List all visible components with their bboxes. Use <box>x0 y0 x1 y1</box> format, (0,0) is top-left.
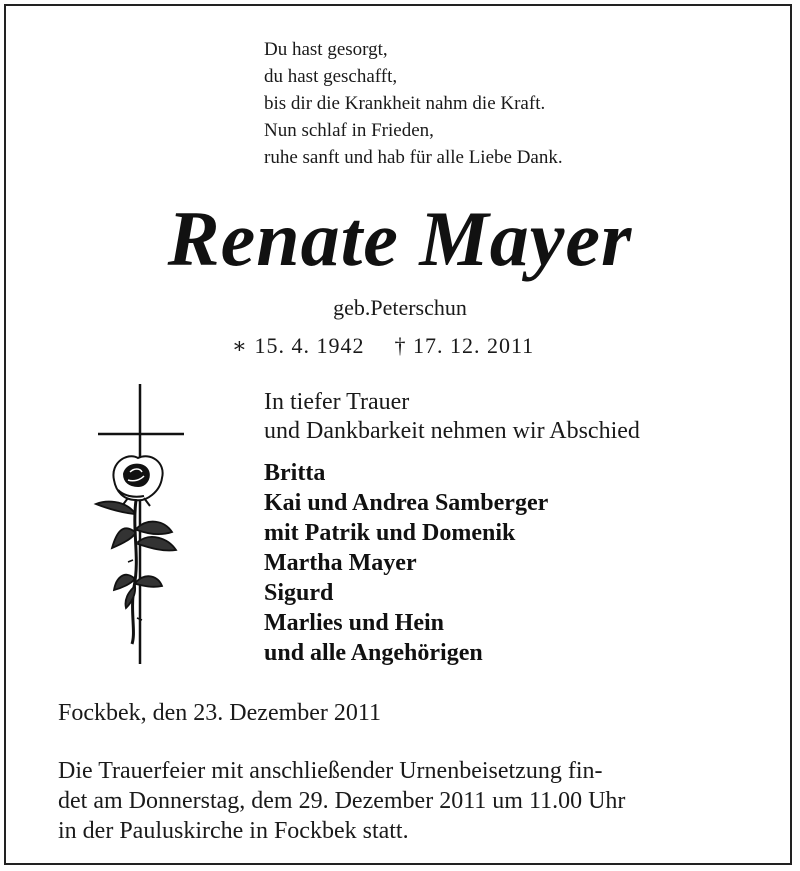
intro-line: In tiefer Trauer <box>264 389 410 415</box>
funeral-line: in der Pauluskirche in Fockbek statt. <box>58 818 409 844</box>
death-date: † 17. 12. 2011 <box>394 333 535 358</box>
deceased-name: Renate Mayer <box>167 195 633 282</box>
mourner-name: Sigurd <box>264 580 334 606</box>
funeral-notice <box>58 756 625 846</box>
funeral-line: Die Trauerfeier mit anschließender Urnenbeisetzung fin- <box>58 758 603 784</box>
place-and-date: Fockbek, den 23. Dezember 2011 <box>58 700 382 726</box>
mourner-name: Martha Mayer <box>264 550 417 576</box>
funeral-line: det am Donnerstag, dem 29. Dezember 2011 um 11.00 Uhr <box>58 788 626 814</box>
obituary-frame <box>4 4 792 865</box>
mourner-name: Marlies und Hein <box>264 610 445 636</box>
poem-line: du hast geschafft, <box>264 66 398 87</box>
life-dates <box>232 333 534 359</box>
poem-line: Du hast gesorgt, <box>264 39 388 60</box>
mourner-name: mit Patrik und Domenik <box>264 520 516 546</box>
mourner-name: und alle Angehörigen <box>264 640 483 666</box>
poem-line: ruhe sanft und hab für alle Liebe Dank. <box>264 147 563 168</box>
cross-with-rose-icon <box>88 382 198 672</box>
mourners-list <box>264 458 548 668</box>
farewell-intro <box>264 388 640 446</box>
poem-line: bis dir die Krankheit nahm die Kraft. <box>264 93 546 114</box>
mourner-name: Britta <box>264 460 326 486</box>
intro-line: und Dankbarkeit nehmen wir Abschied <box>264 418 640 444</box>
birth-date: ∗ 15. 4. 1942 <box>232 333 365 358</box>
memorial-poem <box>264 36 563 171</box>
maiden-name: geb.Peterschun <box>333 295 467 320</box>
mourner-name: Kai und Andrea Samberger <box>264 490 549 516</box>
poem-line: Nun schlaf in Frieden, <box>264 120 434 141</box>
